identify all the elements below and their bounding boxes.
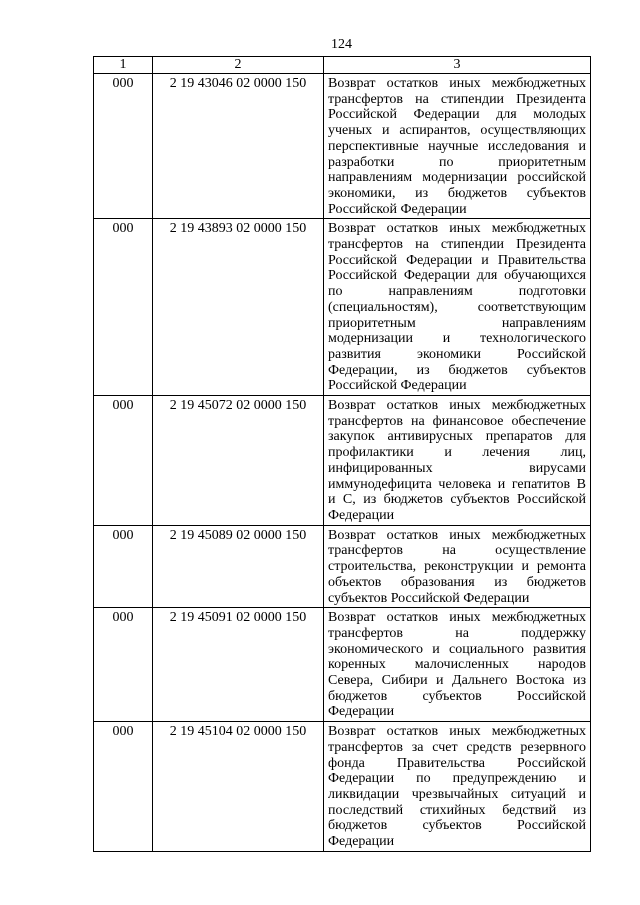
income-description bbox=[324, 396, 591, 526]
table-row bbox=[94, 722, 591, 852]
column-header-3: 3 bbox=[324, 57, 591, 74]
income-description bbox=[324, 74, 591, 219]
description-line: экономики, из бюджетов субъектов bbox=[328, 185, 586, 201]
admin-code: 000 bbox=[94, 219, 153, 396]
income-description bbox=[324, 525, 591, 608]
description-line: Федерации, из бюджетов субъектов bbox=[328, 362, 586, 378]
page-number: 124 bbox=[331, 37, 352, 52]
description-line: Российской Федерации bbox=[328, 201, 467, 217]
description-line: направлениям модернизации российской bbox=[328, 170, 586, 186]
table-row bbox=[94, 396, 591, 526]
description-line: развития экономики Российской bbox=[328, 346, 586, 362]
budget-classification-code: 2 19 45104 02 0000 150 bbox=[153, 722, 324, 852]
description-line: ученых и аспирантов, осуществляющих bbox=[328, 123, 586, 139]
description-line: трансфертов на финансовое обеспечение bbox=[328, 413, 586, 429]
description-line: последствий стихийных бедствий из bbox=[328, 802, 586, 818]
budget-classification-code: 2 19 45089 02 0000 150 bbox=[153, 525, 324, 608]
column-header-2: 2 bbox=[153, 57, 324, 74]
description-line: фонда Правительства Российской bbox=[328, 755, 586, 771]
description-line: трансфертов на поддержку bbox=[328, 625, 586, 641]
table-row bbox=[94, 608, 591, 722]
description-line: по направлениям подготовки bbox=[328, 284, 586, 300]
description-line: бюджетов субъектов Российской bbox=[328, 688, 586, 704]
description-line: Возврат остатков иных межбюджетных bbox=[328, 221, 586, 237]
admin-code: 000 bbox=[94, 722, 153, 852]
budget-table bbox=[93, 56, 591, 852]
description-line: перспективные научные исследования и bbox=[328, 138, 586, 154]
budget-classification-code: 2 19 43893 02 0000 150 bbox=[153, 219, 324, 396]
description-line: модернизации и технологического bbox=[328, 331, 586, 347]
table-row bbox=[94, 219, 591, 396]
description-line: (специальностям), соответствующим bbox=[328, 299, 586, 315]
budget-classification-code: 2 19 45091 02 0000 150 bbox=[153, 608, 324, 722]
description-line: трансфертов за счет средств резервного bbox=[328, 739, 586, 755]
description-line: Севера, Сибири и Дальнего Востока из bbox=[328, 673, 586, 689]
header-row bbox=[94, 57, 591, 74]
description-line: Возврат остатков иных межбюджетных bbox=[328, 527, 586, 543]
description-line: бюджетов субъектов Российской bbox=[328, 818, 586, 834]
description-line: инфицированных вирусами bbox=[328, 460, 586, 476]
description-line: иммунодефицита человека и гепатитов В bbox=[328, 476, 586, 492]
description-line: Федерации по предупреждению и bbox=[328, 771, 586, 787]
description-line: Российской Федерации bbox=[328, 378, 467, 394]
description-line: строительства, реконструкции и ремонта bbox=[328, 559, 586, 575]
description-line: Возврат остатков иных межбюджетных bbox=[328, 76, 586, 91]
description-line: профилактики и лечения лиц, bbox=[328, 445, 586, 461]
description-line: Российской Федерации и Правительства bbox=[328, 252, 586, 268]
description-line: Российской Федерации для обучающихся bbox=[328, 268, 586, 284]
income-description bbox=[324, 722, 591, 852]
description-line: трансфертов на стипендии Президента bbox=[328, 91, 586, 107]
description-line: Возврат остатков иных межбюджетных bbox=[328, 724, 586, 740]
income-description bbox=[324, 608, 591, 722]
column-header-1: 1 bbox=[94, 57, 153, 74]
description-line: ликвидации чрезвычайных ситуаций и bbox=[328, 786, 586, 802]
description-line: закупок антивирусных препаратов для bbox=[328, 429, 586, 445]
description-line: разработки по приоритетным bbox=[328, 154, 586, 170]
description-line: Федерации bbox=[328, 834, 395, 850]
description-line: Федерации bbox=[328, 507, 395, 523]
table-row bbox=[94, 525, 591, 608]
admin-code: 000 bbox=[94, 525, 153, 608]
table-row bbox=[94, 74, 591, 219]
description-line: трансфертов на стипендии Президента bbox=[328, 237, 586, 253]
budget-classification-code: 2 19 43046 02 0000 150 bbox=[153, 74, 324, 219]
income-description bbox=[324, 219, 591, 396]
description-line: коренных малочисленных народов bbox=[328, 657, 586, 673]
description-line: Федерации bbox=[328, 704, 395, 720]
admin-code: 000 bbox=[94, 74, 153, 219]
admin-code: 000 bbox=[94, 608, 153, 722]
description-line: субъектов Российской Федерации bbox=[328, 590, 530, 606]
budget-classification-code: 2 19 45072 02 0000 150 bbox=[153, 396, 324, 526]
description-line: Возврат остатков иных межбюджетных bbox=[328, 610, 586, 626]
description-line: приоритетным направлениям bbox=[328, 315, 586, 331]
description-line: Российской Федерации для молодых bbox=[328, 107, 586, 123]
description-line: трансфертов на осуществление bbox=[328, 543, 586, 559]
admin-code: 000 bbox=[94, 396, 153, 526]
description-line: и С, из бюджетов субъектов Российской bbox=[328, 492, 586, 508]
description-line: экономического и социального развития bbox=[328, 641, 586, 657]
description-line: объектов образования из бюджетов bbox=[328, 574, 586, 590]
description-line: Возврат остатков иных межбюджетных bbox=[328, 398, 586, 414]
